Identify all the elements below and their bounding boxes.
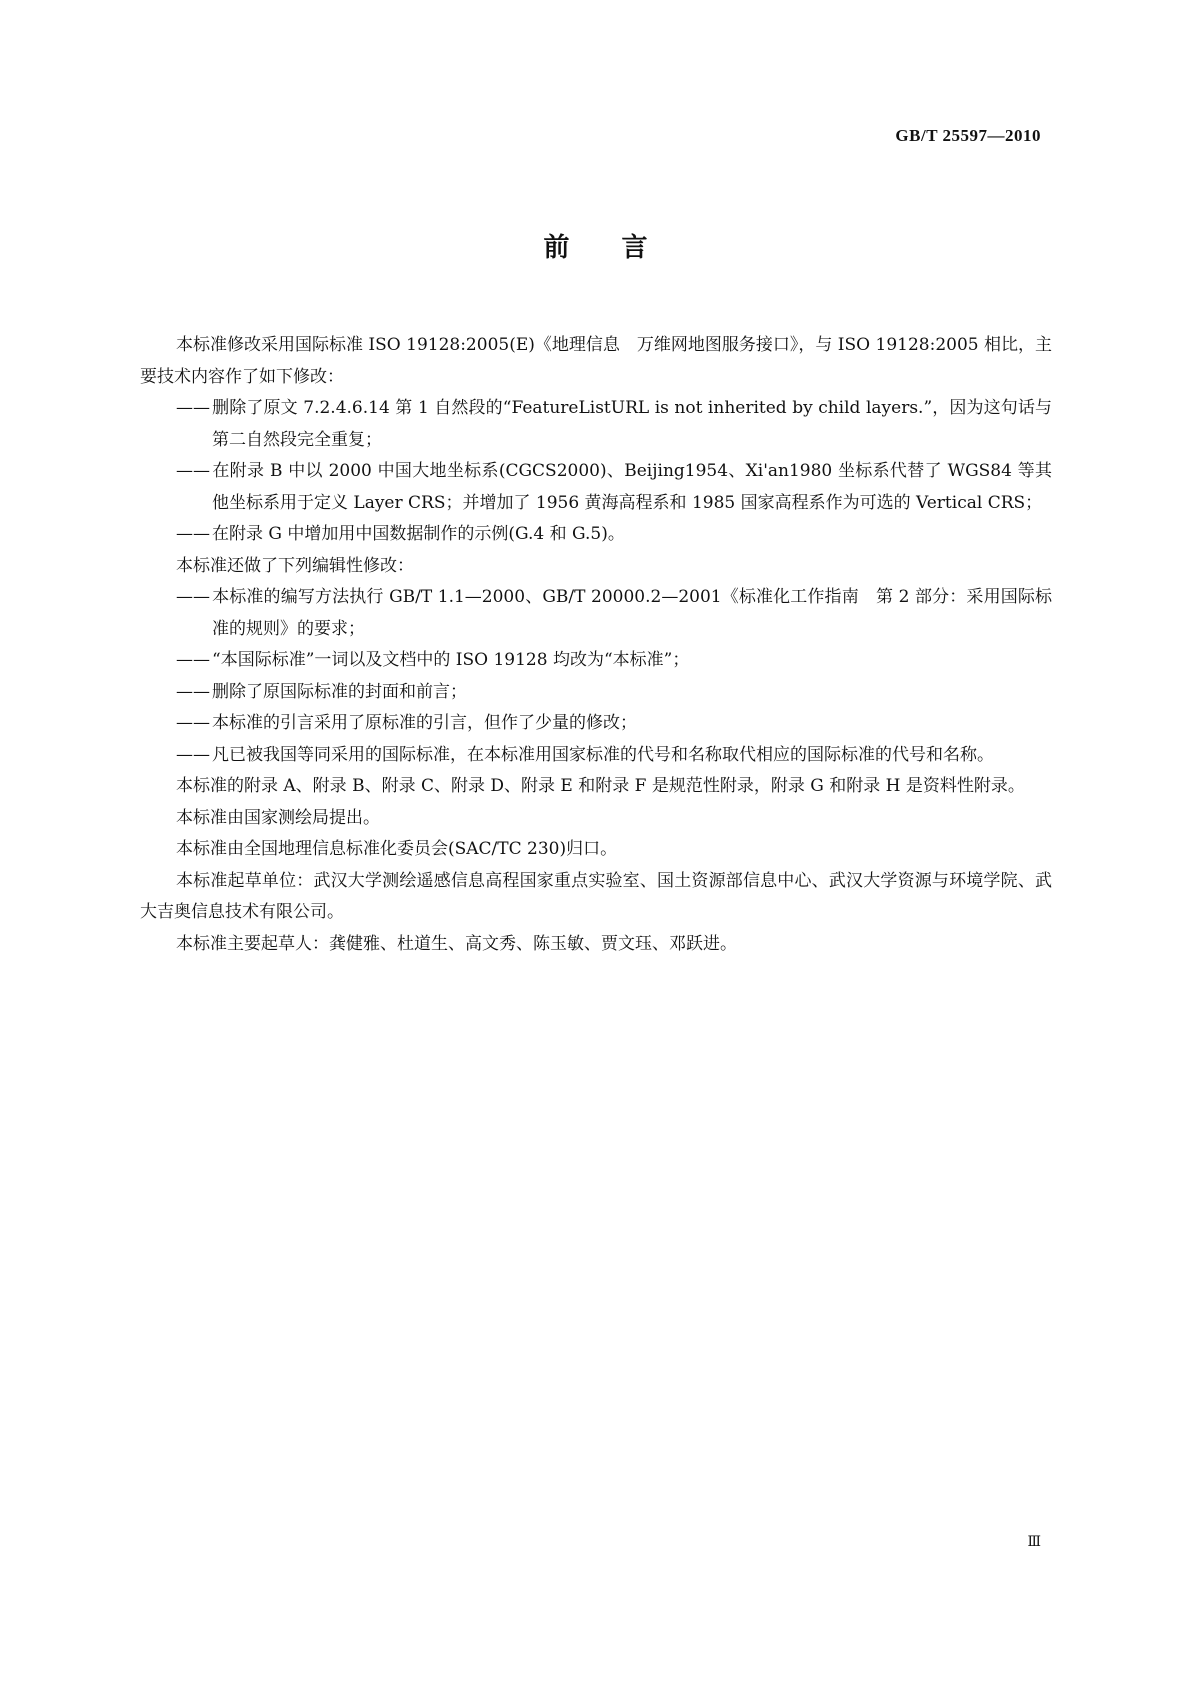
list-item-text: 在附录 B 中以 2000 中国大地坐标系(CGCS2000)、Beijing1954、Xi'an1980 坐标系代替了 WGS84 等其他坐标系用于定义 Layer CRS；并增加了 1956 黄海高程系和 1985 国家高程系作为可选的 Vertical CRS； xyxy=(212,461,1052,513)
editorial-changes-list xyxy=(140,582,1052,771)
list-item-text: 本标准的引言采用了原标准的引言，但作了少量的修改； xyxy=(212,713,637,733)
dash-marker: —— xyxy=(176,681,210,702)
list-item-text: 删除了原文 7.2.4.6.14 第 1 自然段的“FeatureListURL is not inherited by child layers.”，因为这句话与第二自然段完全重复； xyxy=(212,398,1052,450)
administrator-paragraph: 本标准由全国地理信息标准化委员会(SAC/TC 230)归口。 xyxy=(176,839,618,859)
technical-changes-list xyxy=(140,393,1052,551)
list-item xyxy=(140,708,1052,740)
dash-marker: —— xyxy=(176,461,210,481)
list-item xyxy=(140,582,1052,645)
list-item xyxy=(140,456,1052,519)
annexes-paragraph: 本标准的附录 A、附录 B、附录 C、附录 D、附录 E 和附录 F 是规范性附录，附录 G 和附录 H 是资料性附录。 xyxy=(176,776,1025,796)
page-title: 前言 xyxy=(543,233,700,263)
list-item xyxy=(140,677,1052,709)
list-item-text: 凡已被我国等同采用的国际标准，在本标准用国家标准的代号和名称取代相应的国际标准的代号和名称。 xyxy=(212,744,994,765)
list-item xyxy=(140,393,1052,456)
dash-marker: —— xyxy=(176,524,210,544)
drafting-units-paragraph: 本标准起草单位：武汉大学测绘遥感信息高程国家重点实验室、国土资源部信息中心、武汉大学资源与环境学院、武大吉奥信息技术有限公司。 xyxy=(140,870,1052,922)
list-item-text: “本国际标准”一词以及文档中的 ISO 19128 均改为“本标准”； xyxy=(212,650,690,670)
proposer-paragraph: 本标准由国家测绘局提出。 xyxy=(176,807,380,828)
list-item-text: 删除了原国际标准的封面和前言； xyxy=(212,681,467,702)
dash-marker: —— xyxy=(176,744,210,765)
list-item xyxy=(140,645,1052,677)
dash-marker: —— xyxy=(176,398,210,418)
dash-marker: —— xyxy=(176,587,210,607)
page-number: Ⅲ xyxy=(1027,1535,1041,1550)
standard-number: GB/T 25597—2010 xyxy=(895,126,1041,145)
list-item-text: 本标准的编写方法执行 GB/T 1.1—2000、GB/T 20000.2—2001《标准化工作指南 第 2 部分：采用国际标准的规则》的要求； xyxy=(212,587,1052,639)
list-item xyxy=(140,740,1052,772)
editorial-intro-paragraph: 本标准还做了下列编辑性修改： xyxy=(176,555,414,576)
intro-paragraph: 本标准修改采用国际标准 ISO 19128:2005(E)《地理信息 万维网地图服务接口》，与 ISO 19128:2005 相比，主要技术内容作了如下修改： xyxy=(140,335,1052,387)
foreword-body xyxy=(140,330,1052,960)
dash-marker: —— xyxy=(176,713,210,733)
dash-marker: —— xyxy=(176,650,210,670)
drafters-paragraph: 本标准主要起草人：龚健雅、杜道生、高文秀、陈玉敏、贾文珏、邓跃进。 xyxy=(176,933,737,954)
list-item xyxy=(140,519,1052,551)
list-item-text: 在附录 G 中增加用中国数据制作的示例(G.4 和 G.5)。 xyxy=(212,524,625,544)
